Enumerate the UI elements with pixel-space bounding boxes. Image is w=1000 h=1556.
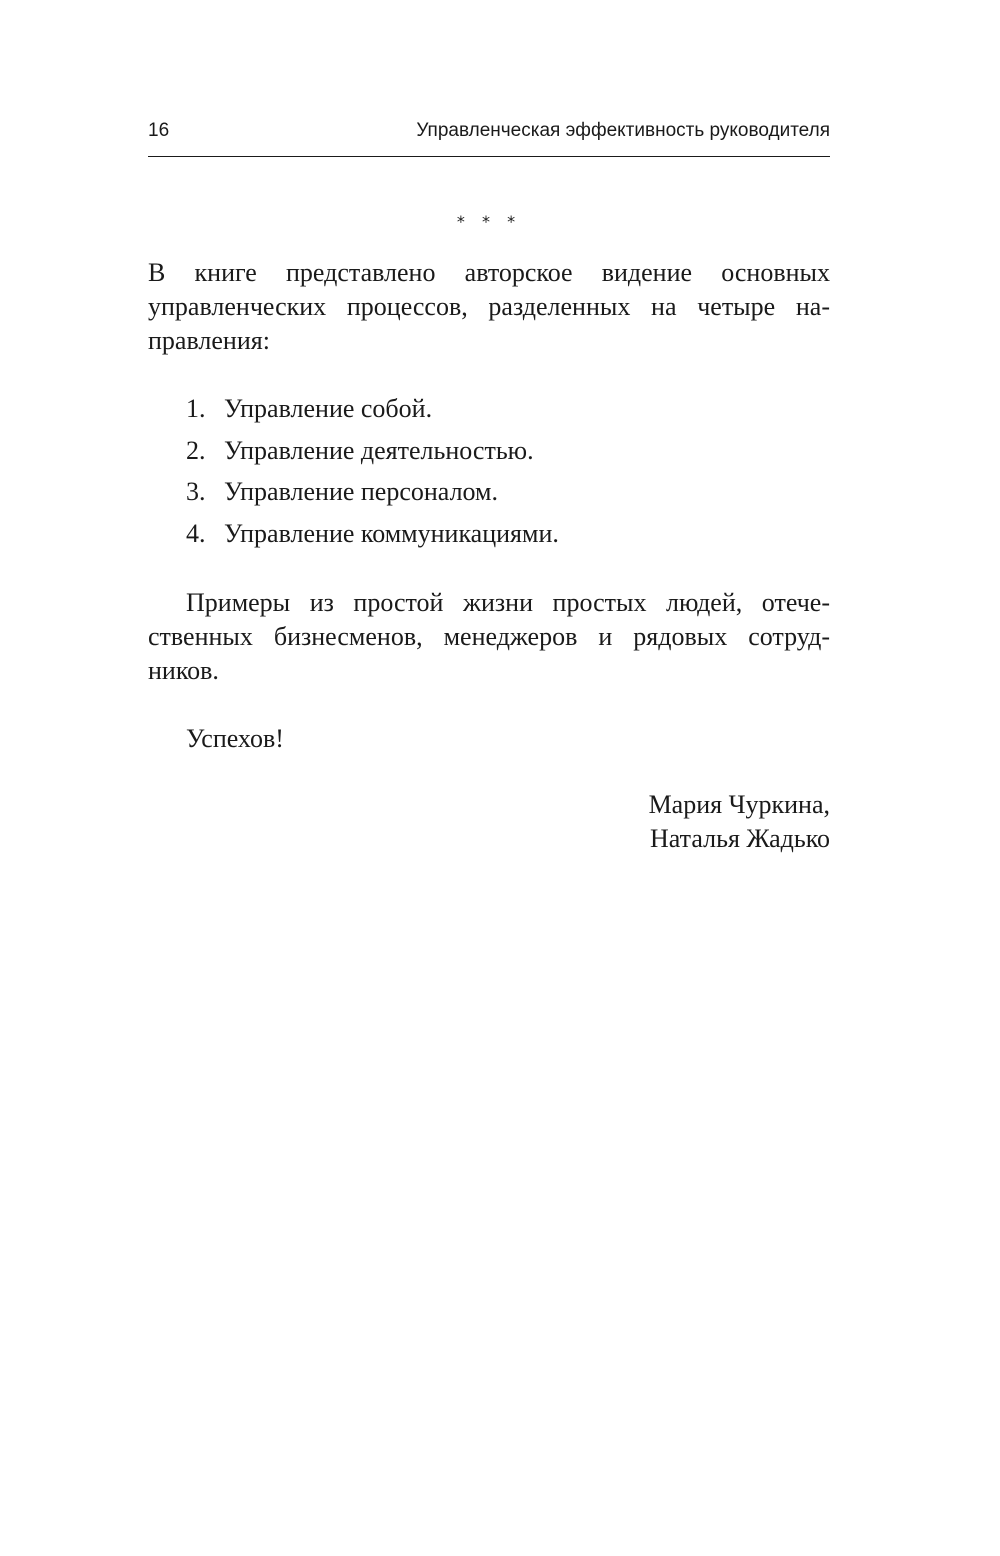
closing-line: Успехов! bbox=[186, 724, 284, 753]
section-separator: * * * bbox=[456, 212, 522, 231]
directions-list bbox=[186, 392, 559, 558]
running-title: Управленческая эффективность руководителя bbox=[416, 120, 830, 141]
list-item-text: Управление деятельностью. bbox=[224, 435, 534, 465]
list-item bbox=[186, 434, 559, 476]
list-item bbox=[186, 475, 559, 517]
header-rule bbox=[148, 156, 830, 157]
list-item-number: 1. bbox=[186, 394, 206, 423]
list-item-number: 2. bbox=[186, 435, 206, 465]
intro-line: правления: bbox=[148, 326, 270, 355]
author-name: Мария Чуркина, bbox=[648, 790, 830, 819]
running-header bbox=[148, 114, 830, 148]
examples-line: ников. bbox=[148, 656, 219, 685]
author-name: Наталья Жадько bbox=[650, 824, 830, 853]
examples-line: Примеры из простой жизни простых людей, отече- bbox=[186, 588, 830, 617]
author-signature bbox=[649, 788, 830, 856]
list-item-number: 3. bbox=[186, 477, 206, 506]
list-item-text: Управление собой. bbox=[224, 394, 433, 423]
intro-line: управленческих процессов, разделенных на четыре на- bbox=[148, 292, 830, 321]
examples-paragraph bbox=[148, 586, 830, 688]
examples-line: ственных бизнесменов, менеджеров и рядовых сотруд- bbox=[148, 622, 830, 651]
list-item-text: Управление коммуникациями. bbox=[224, 518, 559, 548]
page-number: 16 bbox=[148, 120, 170, 141]
list-item bbox=[186, 517, 559, 559]
intro-line: В книге представлено авторское видение основных bbox=[148, 258, 830, 287]
intro-paragraph bbox=[148, 256, 830, 358]
list-item-number: 4. bbox=[186, 518, 206, 548]
list-item bbox=[186, 392, 559, 434]
list-item-text: Управление персоналом. bbox=[224, 477, 499, 506]
